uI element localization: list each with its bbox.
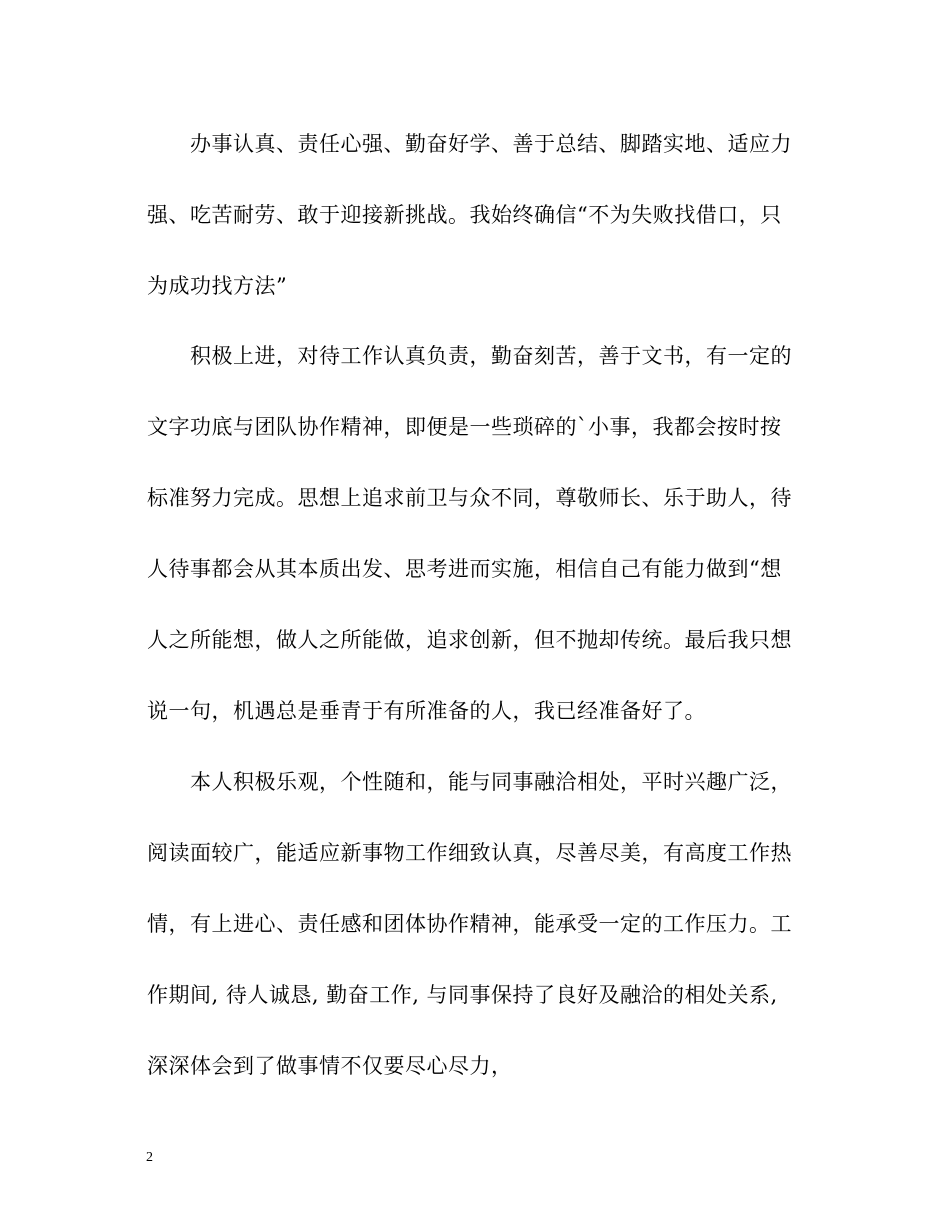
paragraph-3-line-2: 阅读面较广，能适应新事物工作细致认真，尽善尽美，有高度工作热: [147, 841, 792, 865]
paragraph-3-line-4: 作期间, 待人诚恳, 勤奋工作, 与同事保持了良好及融洽的相处关系,: [147, 983, 778, 1007]
paragraph-2-line-6: 说一句，机遇总是垂青于有所准备的人，我已经准备好了。: [147, 699, 706, 723]
paragraph-2-line-4: 人待事都会从其本质出发、思考进而实施，相信自己有能力做到“想: [147, 557, 782, 581]
paragraph-1-line-1: 办事认真、责任心强、勤奋好学、善于总结、脚踏实地、适应力: [190, 132, 792, 156]
paragraph-1-line-2: 强、吃苦耐劳、敢于迎接新挑战。我始终确信“不为失败找借口，只: [147, 203, 782, 227]
page-number: 2: [146, 1150, 153, 1165]
paragraph-2-line-2: 文字功底与团队协作精神，即便是一些琐碎的`小事，我都会按时按: [147, 415, 782, 439]
paragraph-3-line-3: 情，有上进心、责任感和团体协作精神，能承受一定的工作压力。工: [147, 912, 792, 936]
paragraph-3-line-5: 深深体会到了做事情不仅要尽心尽力，: [147, 1054, 513, 1078]
paragraph-2-line-3: 标准努力完成。思想上追求前卫与众不同，尊敬师长、乐于助人，待: [147, 486, 792, 510]
paragraph-2-line-1: 积极上进，对待工作认真负责，勤奋刻苦，善于文书，有一定的: [190, 344, 792, 368]
paragraph-1-line-3: 为成功找方法”: [147, 274, 288, 298]
paragraph-3-line-1: 本人积极乐观，个性随和，能与同事融洽相处，平时兴趣广泛，: [190, 770, 792, 794]
paragraph-2-line-5: 人之所能想，做人之所能做，追求创新，但不抛却传统。最后我只想: [147, 628, 792, 652]
